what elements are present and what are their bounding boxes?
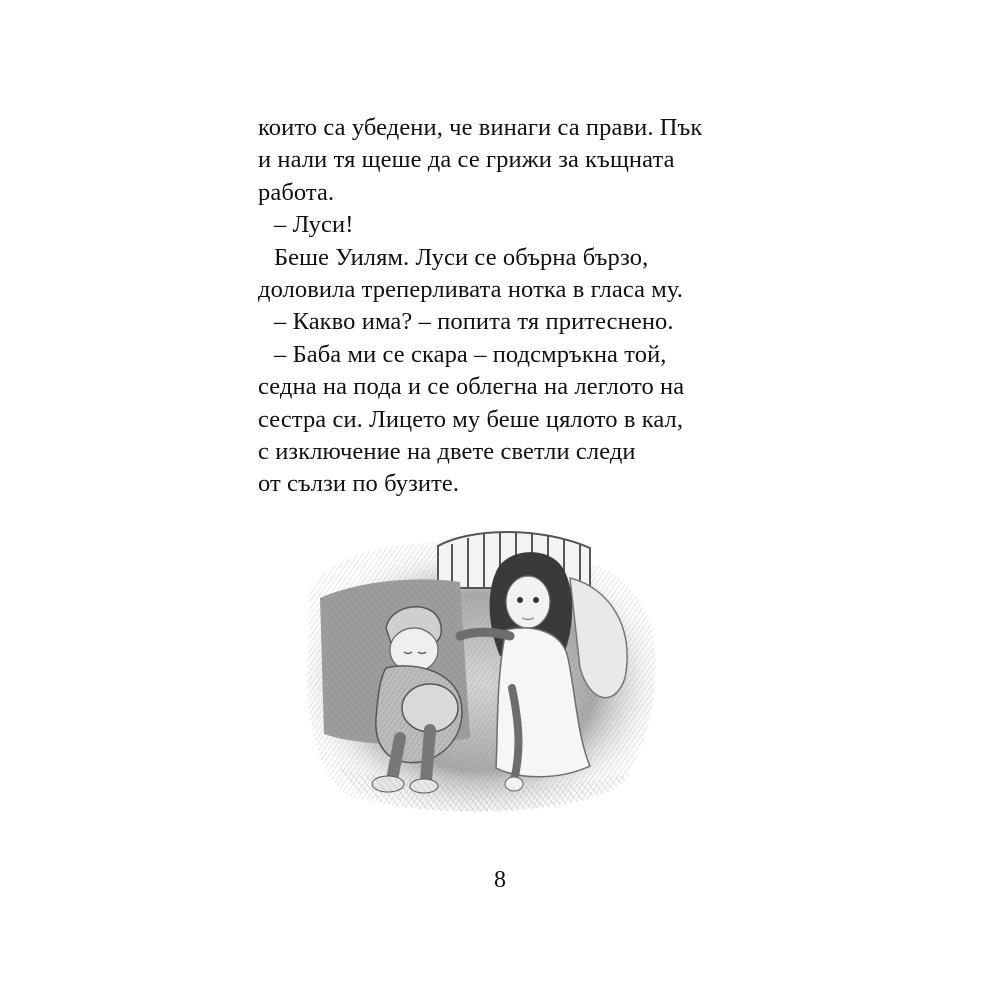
pencil-illustration xyxy=(300,518,660,818)
text-line-8: – Баба ми се скара – подсмръкна той, xyxy=(274,340,667,368)
girl-face xyxy=(506,576,550,628)
text-line-4: – Луси! xyxy=(274,211,354,239)
body-text xyxy=(258,112,728,501)
text-line-10: сестра си. Лицето му беше цялото в кал, xyxy=(258,405,684,433)
text-line-11: с изключение на двете светли следи xyxy=(258,437,636,465)
text-line-5: Беше Уилям. Луси се обърна бързо, xyxy=(274,243,649,271)
text-line-6: доловила треперливата нотка в гласа му. xyxy=(258,275,684,303)
text-line-1: които са убедени, че винаги са прави. Пък xyxy=(258,114,703,141)
page-number: 8 xyxy=(494,867,506,893)
text-line-9: седна на пода и се облегна на леглото на xyxy=(258,373,685,401)
text-line-12: от сълзи по бузите. xyxy=(258,470,460,498)
text-line-2: и нали тя щеше да се грижи за къщната xyxy=(258,146,675,174)
text-line-7: – Какво има? – попита тя притеснено. xyxy=(274,308,674,336)
girl-arm xyxy=(460,632,510,636)
text-line-3: работа. xyxy=(258,178,335,206)
